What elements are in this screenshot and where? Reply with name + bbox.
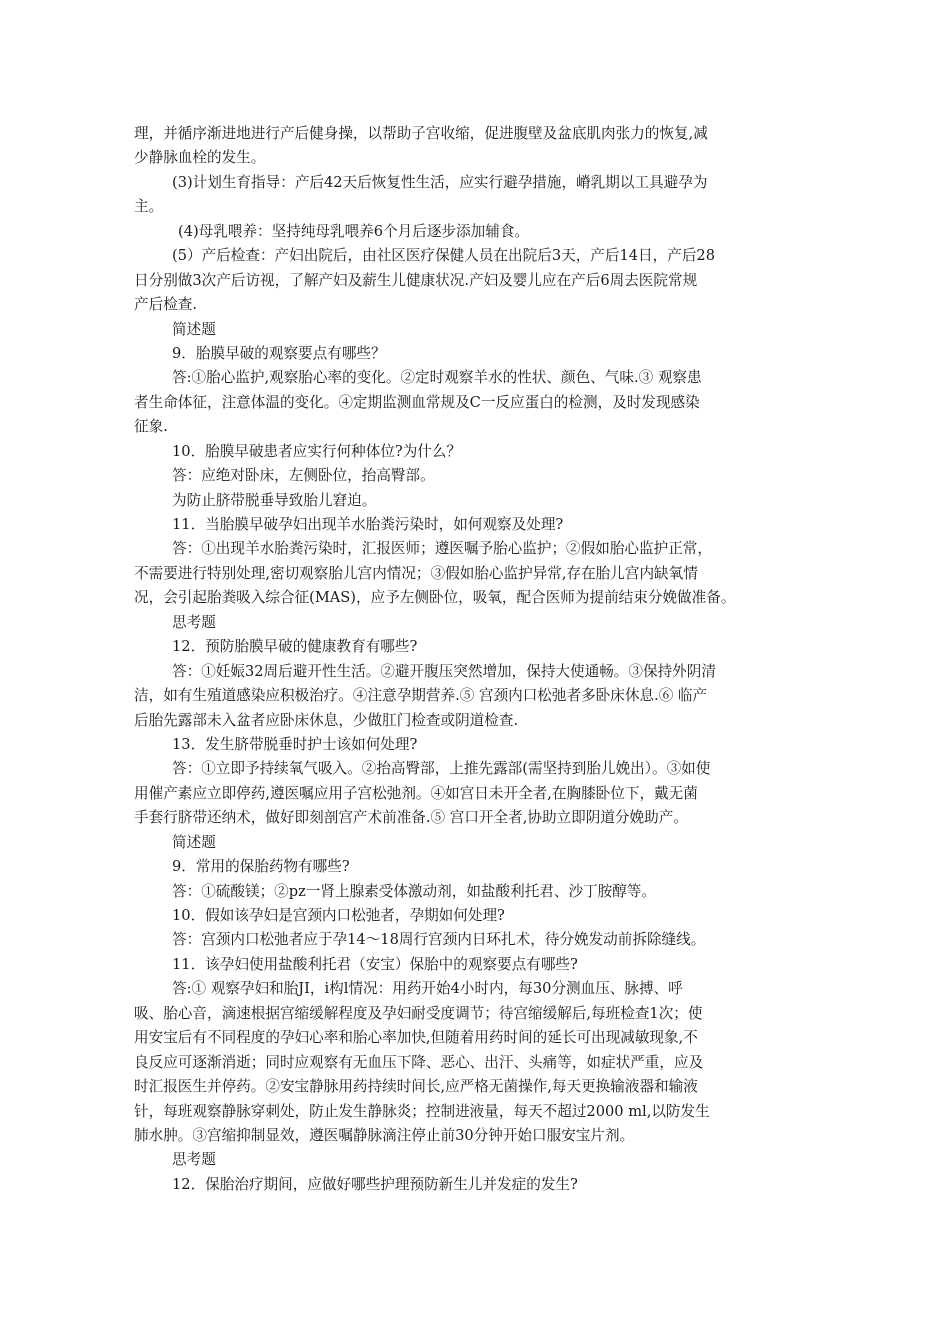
text-line: 产后检查. — [134, 296, 198, 314]
text-line: 11．当胎膜早破孕妇出现羊水胎粪污染时，如何观察及处理? — [172, 516, 564, 533]
text-line: 答:① 观察孕妇和胎JI，i构l情况：用药开始4小时内，每30分测血压、脉搏、呼 — [172, 980, 683, 998]
text-line: 答：①立即予持续氧气吸入。②抬高臀部，上推先露部(需坚持到胎儿娩出）。③如使 — [172, 760, 711, 778]
text-line: 后胎先露部未入盆者应卧床休息，少做肛门检查或阴道检查. — [134, 711, 519, 729]
text-line: 简述题 — [172, 320, 216, 338]
text-line: 肺水肿。③宫缩抑制显效，遵医嘱静脉滴注停止前30分钟开始口服安宝片剂。 — [134, 1126, 635, 1144]
text-line: 13．发生脐带脱垂时护士该如何处理? — [172, 735, 418, 753]
text-line: 简述题 — [172, 833, 216, 851]
text-line: 9．胎膜早破的观察要点有哪些？ — [172, 344, 386, 362]
text-line: 思考题 — [172, 613, 216, 631]
text-line: 答：宫颈内口松弛者应于孕14～18周行宫颈内日环扎术，待分娩发动前拆除缝线。 — [172, 931, 706, 949]
text-line: 洁，如有生殖道感染应积极治疗。④注意孕期营养.⑤ 宫颈内口松弛者多卧床休息.⑥ 临产 — [134, 687, 708, 705]
text-line: 9．常用的保胎药物有哪些? — [172, 858, 350, 876]
text-line: 时汇报医生并停药。②安宝静脉用药持续时间长,应严格无菌操作,每天更换输液器和输液 — [134, 1078, 698, 1096]
text-line: 主。 — [134, 198, 164, 216]
text-line: 答：应绝对卧床，左侧卧位，抬高臀部。 — [172, 467, 435, 485]
text-line: 理，并循序渐进地进行产后健身操，以帮助子宫收缩，促进腹壁及盆底肌肉张力的恢复,减 — [134, 125, 708, 142]
text-line: 答：①妊娠32周后避开性生活。②避开腹压突然增加，保持大使通畅。③保持外阴清 — [172, 662, 716, 680]
text-line: 10．胎膜早破患者应实行何种体位?为什么？ — [172, 442, 462, 460]
text-line: 用催产素应立即停药,遵医嘱应用子宫松弛剂。④如宫日未开全者,在胸膝卧位下，戴无菌 — [134, 784, 698, 802]
text-line: (3)计划生育指导：产后42天后恢复性生活，应实行避孕措施，嵴乳期以工具避孕为 — [172, 173, 708, 191]
text-line: 为防止脐带脱垂导致胎儿窘迫。 — [172, 491, 377, 509]
text-line: (5）产后检查：产妇出院后，由社区医疗保健人员在出院后3天，产后14日，产后28 — [172, 247, 716, 265]
text-line: 良反应可逐渐消逝；同时应观察有无血压下降、恶心、出汗、头痛等，如症状严重，应及 — [134, 1053, 704, 1071]
text-line: 征象. — [134, 418, 168, 436]
text-line: 吸、胎心音，滴速根据宫缩缓解程度及孕妇耐受度调节；待宫缩缓解后,每班检查1次；使 — [134, 1004, 703, 1022]
text-line: 答：①出现羊水胎粪污染时，汇报医师；遵医嘱予胎心监护；②假如胎心监护正常， — [172, 540, 712, 558]
text-line: 答：①硫酸镁；②pz一肾上腺素受体激动剂，如盐酸利托君、沙丁胺醇等。 — [172, 882, 657, 900]
text-line: 答:①胎心监护,观察胎心率的变化。②定时观察羊水的性状、颜色、气味.③ 观察患 — [172, 369, 702, 387]
text-line: 思考题 — [172, 1151, 216, 1169]
text-line: (4)母乳喂养：坚持纯母乳喂养6个月后逐步添加辅食。 — [178, 222, 530, 240]
text-line: 用安宝后有不同程度的孕妇心率和胎心率加快,但随着用药时间的延长可出现减敏现象,不 — [134, 1029, 698, 1047]
text-line: 不需要进行特别处理,密切观察胎儿宫内情况；③假如胎心监护异常,存在胎儿宫内缺氧情 — [134, 564, 698, 582]
text-line: 12．预防胎膜早破的健康教育有哪些? — [172, 638, 418, 656]
text-line: 10．假如该孕妇是宫颈内口松弛者，孕期如何处理? — [172, 907, 505, 924]
text-line: 针，每班观察静脉穿刺处，防止发生静脉炎；控制进液量，每天不超过2000 ml,以防发生 — [134, 1102, 710, 1120]
text-line: 者生命体征，注意体温的变化。④定期监测血常规及C一反应蛋白的检测，及时发现感染 — [134, 393, 700, 411]
text-line: 11．该孕妇使用盐酸利托君（安宝）保胎中的观察要点有哪些? — [172, 955, 578, 973]
text-line: 日分别做3次产后访视，了解产妇及薪生儿健康状况.产妇及婴儿应在产后6周去医院常规 — [134, 271, 698, 289]
text-line: 手套行脐带还纳术，做好即刻剖宫产术前准备.⑤ 宫口开全者,协助立即阴道分娩助产。 — [134, 809, 688, 827]
text-line: 12．保胎治疗期间，应做好哪些护理预防新生儿并发症的发生? — [172, 1175, 578, 1193]
text-line: 少静脉血栓的发生。 — [134, 149, 266, 167]
text-line: 况，会引起胎粪吸入综合征(MAS)，应予左侧卧位，吸氧，配合医师为提前结束分娩做准备。 — [134, 589, 736, 607]
